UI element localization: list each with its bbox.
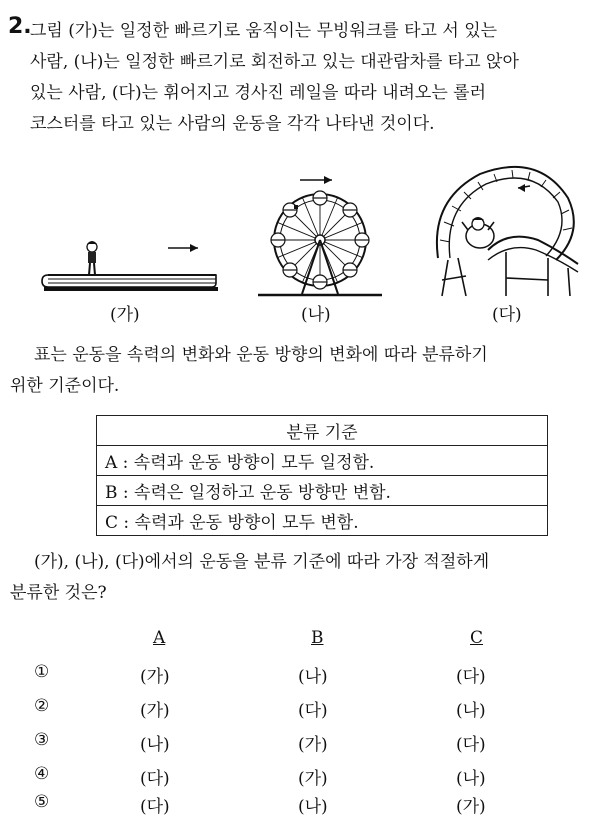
- choice-c: (나): [456, 701, 486, 721]
- intro-paragraph: [10, 340, 610, 402]
- answer-header-b: B: [311, 628, 324, 648]
- choice-4[interactable]: [0, 764, 616, 794]
- criteria-row-c: C : 속력과 운동 방향이 모두 변함.: [97, 506, 548, 536]
- choice-b: (가): [298, 735, 328, 755]
- choice-c: (가): [456, 797, 486, 817]
- choice-a: (다): [140, 797, 170, 817]
- choice-a: (다): [140, 769, 170, 789]
- prompt-line: (가), (나), (다)에서의 운동을 분류 기준에 따라 가장 적절하게: [34, 552, 490, 572]
- choice-c: (다): [456, 667, 486, 687]
- choice-number: ④: [34, 764, 50, 784]
- choice-b: (나): [298, 667, 328, 687]
- choice-c: (다): [456, 735, 486, 755]
- choice-number: ①: [34, 662, 50, 682]
- question-number: 2.: [8, 14, 32, 39]
- roller-coaster-icon: [428, 160, 588, 300]
- question-stem: [30, 16, 610, 140]
- choice-2[interactable]: [0, 696, 616, 726]
- stem-line: 사람, (나)는 일정한 빠르기로 회전하고 있는 대관람차를 타고 앉아: [30, 52, 519, 72]
- choice-3[interactable]: [0, 730, 616, 760]
- stem-line: 코스터를 타고 있는 사람의 운동을 각각 나타낸 것이다.: [30, 114, 435, 134]
- choice-a: (나): [140, 735, 170, 755]
- prompt-paragraph: [10, 547, 610, 609]
- choice-5[interactable]: [0, 792, 616, 822]
- choice-number: ③: [34, 730, 50, 750]
- ferris-wheel-icon: [250, 158, 390, 300]
- intro-line: 표는 운동을 속력의 변화와 운동 방향의 변화에 따라 분류하기: [34, 345, 488, 365]
- choice-b: (다): [298, 701, 328, 721]
- answer-header: [0, 628, 616, 658]
- criteria-row-b: B : 속력은 일정하고 운동 방향만 변함.: [97, 476, 548, 506]
- criteria-header: 분류 기준: [97, 416, 548, 446]
- stem-line: 있는 사람, (다)는 휘어지고 경사진 레일을 따라 내려오는 롤러: [30, 83, 487, 103]
- choice-1[interactable]: [0, 662, 616, 692]
- choice-a: (가): [140, 667, 170, 687]
- choice-b: (가): [298, 769, 328, 789]
- choice-number: ⑤: [34, 792, 50, 812]
- figure-label-da: (다): [492, 305, 522, 325]
- choice-number: ②: [34, 696, 50, 716]
- answer-header-c: C: [470, 628, 484, 648]
- prompt-line: 분류한 것은?: [10, 583, 107, 603]
- figure-label-ga: (가): [110, 305, 140, 325]
- answer-header-a: A: [153, 628, 166, 648]
- stem-line: 그림 (가)는 일정한 빠르기로 움직이는 무빙워크를 타고 서 있는: [30, 21, 498, 41]
- figure-label-na: (나): [301, 305, 331, 325]
- choice-c: (나): [456, 769, 486, 789]
- moving-walkway-icon: [40, 230, 220, 300]
- intro-line: 위한 기준이다.: [10, 376, 120, 396]
- choice-a: (가): [140, 701, 170, 721]
- choice-b: (나): [298, 797, 328, 817]
- criteria-row-a: A : 속력과 운동 방향이 모두 일정함.: [97, 446, 548, 476]
- criteria-table: [96, 415, 548, 536]
